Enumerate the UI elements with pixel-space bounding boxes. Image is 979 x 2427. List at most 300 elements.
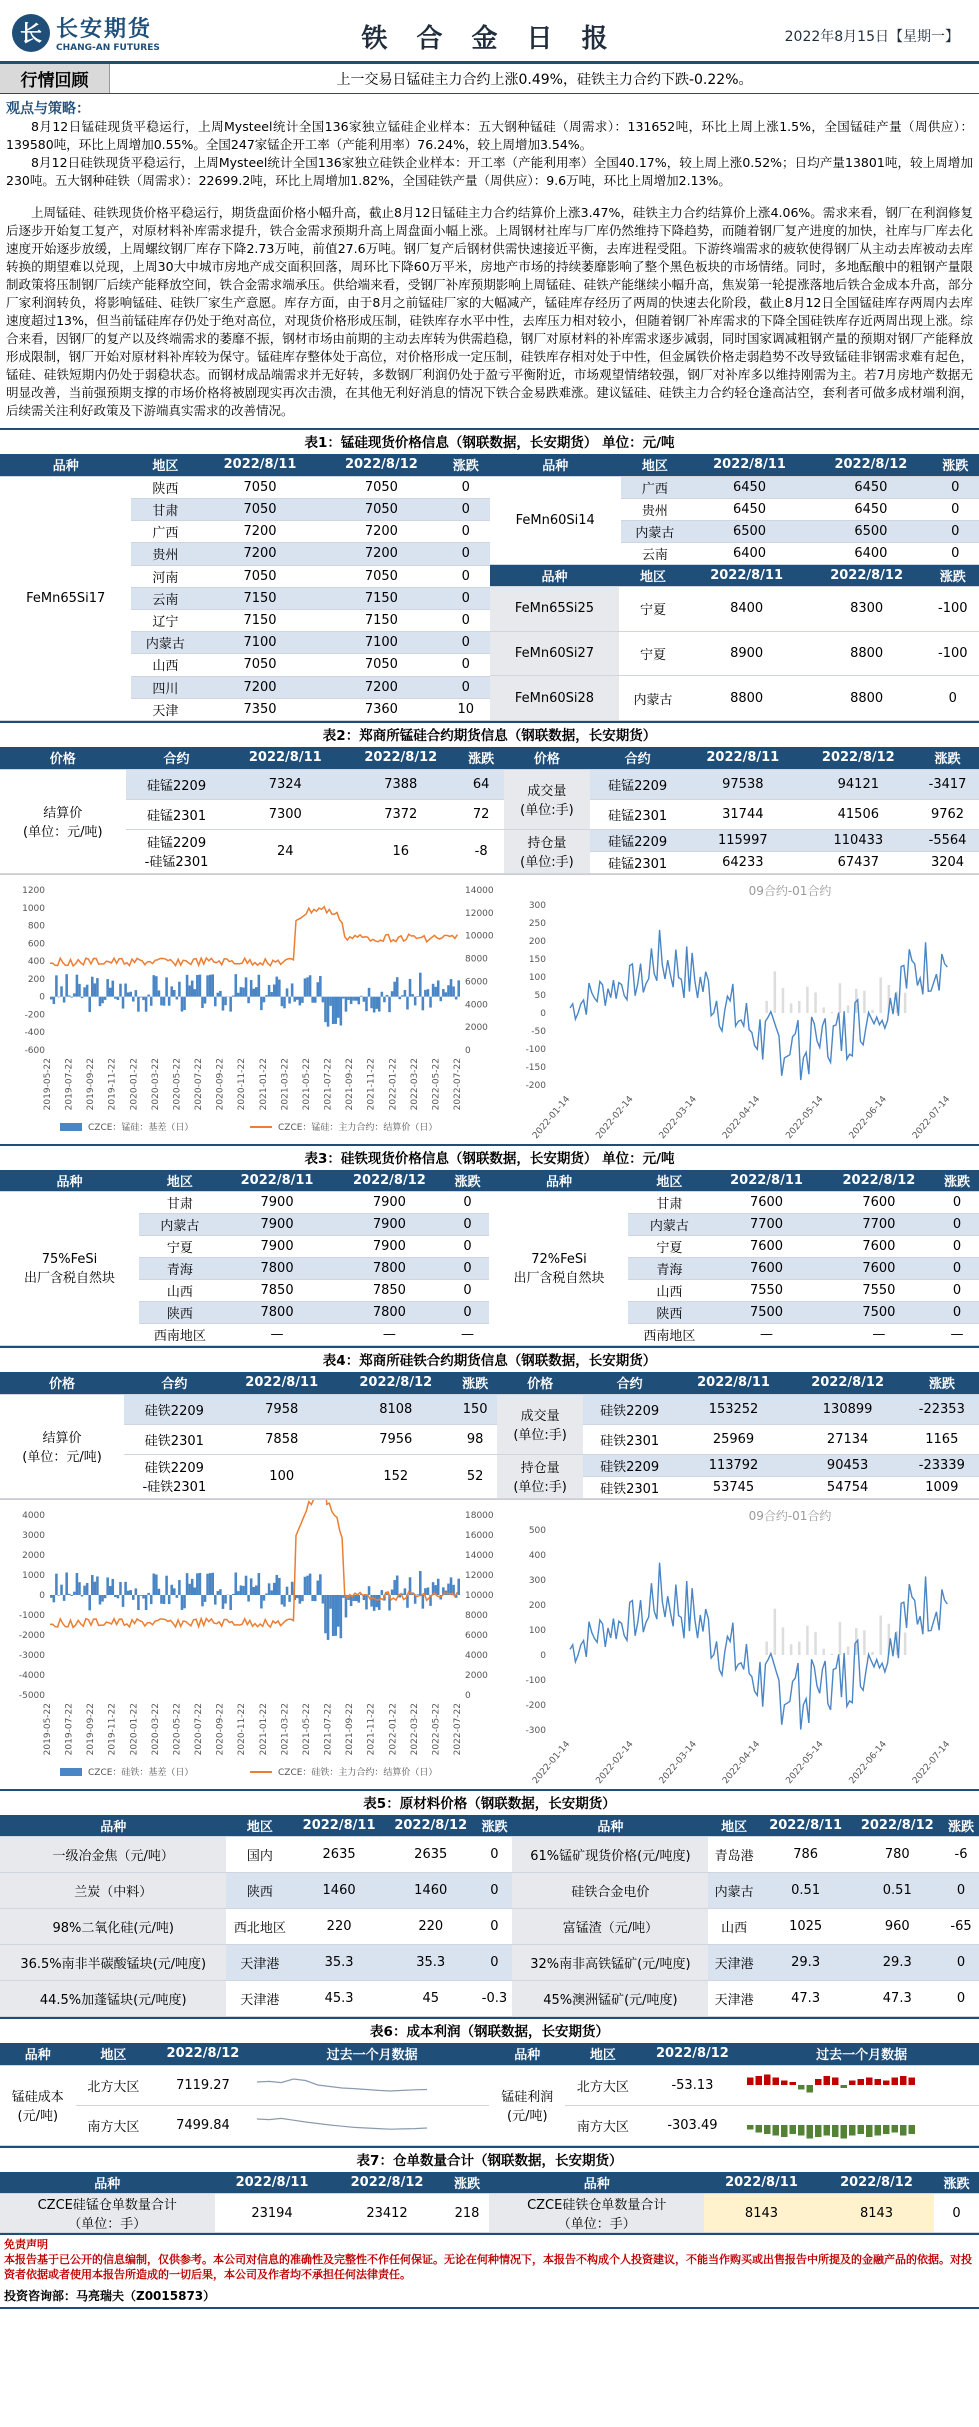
basis-bar — [393, 1580, 396, 1595]
sparkline-cell — [255, 2105, 490, 2145]
basis-bar — [127, 992, 130, 996]
table-cell: 7150 — [321, 609, 442, 631]
table-row — [0, 1424, 979, 1454]
spark-bar — [747, 2125, 754, 2130]
basis-bar — [404, 1588, 407, 1595]
basis-bar — [306, 1575, 309, 1594]
table-cell: 山西 — [131, 654, 199, 676]
basis-bar — [424, 989, 427, 996]
y-tick-label: 400 — [528, 1550, 546, 1561]
table-cell: 0 — [935, 1236, 979, 1258]
spark-bar — [909, 2125, 916, 2134]
basis-bar — [83, 987, 86, 996]
y-tick-label: 1000 — [22, 903, 45, 914]
column-header: 涨跌 — [927, 565, 979, 587]
column-header: 品种 — [490, 454, 621, 476]
x-tick-label: 2020-05-22 — [172, 1702, 183, 1755]
basis-bar — [245, 1575, 248, 1594]
table-cell: 内蒙古 — [628, 1214, 710, 1236]
table-header-row — [0, 454, 490, 476]
table-cell: -8 — [459, 829, 504, 873]
basis-bar — [135, 1588, 138, 1595]
table-cell: 7100 — [321, 632, 442, 654]
table1-right-bottom — [490, 565, 979, 722]
basis-bar — [447, 985, 450, 996]
basis-bar — [106, 979, 109, 997]
table-cell: 1460 — [293, 1873, 385, 1909]
x-tick-label: 2021-09-22 — [345, 1702, 356, 1755]
basis-bar — [140, 1595, 143, 1596]
basis-bar — [250, 1578, 253, 1595]
x-tick-label: 2020-01-22 — [129, 1057, 140, 1110]
basis-bar — [104, 996, 107, 999]
basis-bar — [214, 996, 217, 1006]
basis-bar — [399, 996, 402, 999]
y-tick-label: 10000 — [465, 931, 494, 942]
table-row — [0, 476, 490, 498]
table-cell: 硅铁2209 -硅铁2301 — [124, 1454, 225, 1498]
column-header: 2022/8/11 — [215, 2172, 330, 2194]
table-cell: 7050 — [321, 476, 442, 498]
spark-bar — [773, 2078, 780, 2086]
basis-bar — [114, 996, 117, 998]
table-cell: 北方大区 — [76, 2065, 152, 2105]
viewpoint-paragraph: 8月12日锰硅现货平稳运行，上周Mysteel统计全国136家独立锰硅企业样本：五大钢种锰硅（周需求）：131652吨，环比上周上涨1.5%，全国锰硅产量（周供应）：139580吨，环比上周增加0.55%。全国247家锰企开工率（产能利用率）76.24%，较上周增加3.54%。 — [6, 119, 973, 152]
basis-bar — [158, 1588, 161, 1594]
basis-bar — [55, 975, 58, 996]
column-header: 2022/8/12 — [807, 565, 927, 587]
spark-bar — [832, 2078, 839, 2086]
basis-bar — [81, 1595, 84, 1597]
table-row — [0, 1192, 979, 1214]
table-cell: 24 — [228, 829, 344, 873]
basis-bar — [322, 996, 325, 1002]
table6 — [0, 2043, 979, 2146]
spread-bar — [871, 1651, 874, 1654]
basis-bar — [427, 1587, 430, 1595]
table-cell: 0 — [442, 521, 489, 543]
basis-bar — [122, 996, 125, 1008]
table5 — [0, 1815, 979, 2018]
table-cell: 7900 — [333, 1214, 445, 1236]
table-row — [0, 769, 979, 799]
column-header: 合约 — [590, 747, 685, 769]
table-cell: 7050 — [321, 565, 442, 587]
viewpoint-paragraph: 8月12日硅铁现货平稳运行，上周Mysteel统计全国136家独立硅铁企业样本：开工率（产能利用率）全国40.17%，较上周上涨0.52%；日均产量13801吨，较上周增加230吨。五大钢种硅铁（周需求）：22699.2吨，环比上周增加1.82%，全国硅铁产量（周供应）：9.6万吨，环比上周增加2.13%。 — [6, 155, 973, 188]
table-cell: — — [935, 1324, 979, 1346]
column-header: 2022/8/11 — [687, 565, 807, 587]
basis-bar — [68, 1593, 71, 1594]
table-cell: 7700 — [710, 1214, 822, 1236]
y-tick-label: -3000 — [18, 1650, 45, 1661]
basis-bar — [247, 996, 250, 1003]
table-cell: 0 — [935, 1302, 979, 1324]
table-cell: 宁夏 — [619, 631, 686, 676]
basis-bar — [201, 996, 204, 1007]
spark-bar — [781, 2125, 788, 2137]
basis-bar — [222, 1595, 225, 1609]
basis-bar — [199, 974, 202, 996]
y-tick-label: -50 — [531, 1026, 546, 1037]
x-tick-label: 2022-01-14 — [531, 1739, 573, 1786]
x-tick-label: 2021-07-22 — [323, 1702, 334, 1755]
table-cell: 7900 — [221, 1236, 333, 1258]
chart-title: 09合约-01合约 — [748, 1508, 832, 1523]
spread-bar — [798, 1641, 801, 1654]
table-cell: — — [710, 1324, 822, 1346]
table-cell: 7958 — [225, 1394, 339, 1424]
spread-bar — [847, 1005, 850, 1013]
basis-bar — [355, 996, 358, 1000]
y-tick-label: 0 — [465, 1690, 471, 1701]
x-tick-label: 2021-01-22 — [258, 1702, 269, 1755]
table-cell: 29.3 — [760, 1945, 852, 1981]
basis-bar — [96, 1576, 99, 1595]
column-header: 涨跌 — [442, 454, 489, 476]
y-tick-label: 300 — [528, 900, 546, 911]
basis-bar — [270, 1590, 273, 1595]
basis-bar — [63, 996, 66, 1002]
table-cell: 0 — [446, 1192, 490, 1214]
table-cell: -0.3 — [477, 1981, 513, 2017]
table-cell: 8800 — [807, 631, 927, 676]
table-cell: 6450 — [810, 498, 931, 520]
basis-bar — [124, 983, 127, 996]
y-tick-label: 4000 — [22, 1510, 45, 1521]
spark-line — [257, 2079, 427, 2091]
table-cell: 7050 — [199, 565, 320, 587]
basis-bar — [319, 976, 322, 997]
basis-bar — [94, 983, 97, 996]
x-tick-label: 2021-07-22 — [323, 1057, 334, 1110]
basis-bar — [196, 975, 199, 997]
oi-label: 持仓量 (单位:手) — [504, 829, 591, 873]
table-header-row — [490, 565, 979, 587]
table-cell: 35.3 — [293, 1945, 385, 1981]
basis-bar — [235, 1572, 238, 1595]
price-line — [50, 906, 457, 965]
column-header: 涨跌 — [932, 454, 979, 476]
table-row — [490, 587, 979, 632]
table-cell: 0 — [446, 1280, 490, 1302]
y-tick-label: -150 — [525, 1062, 546, 1073]
spread-chart — [510, 875, 970, 1145]
table-cell: — — [823, 1324, 935, 1346]
basis-bar — [340, 1595, 343, 1638]
table-cell: 0.51 — [760, 1873, 852, 1909]
table-cell: 7600 — [823, 1258, 935, 1280]
table-cell: 硅锰2301 — [126, 799, 228, 829]
table-cell: 64233 — [685, 851, 801, 873]
basis-bar — [317, 1580, 320, 1594]
basis-bar — [201, 1595, 204, 1606]
basis-bar — [422, 996, 425, 1010]
spark-bar — [824, 2076, 831, 2085]
basis-bar — [109, 987, 112, 996]
column-header: 涨跌 — [943, 1815, 979, 1837]
spread-bar — [831, 1011, 834, 1012]
basis-bar — [142, 1595, 145, 1598]
product-cell: FeMn65Si17 — [0, 476, 131, 720]
table-cell: 天津港 — [226, 1945, 293, 1981]
table-row — [0, 2194, 979, 2233]
basis-bar — [50, 1595, 53, 1598]
report-date: 2022年8月15日【星期一】 — [784, 29, 959, 45]
x-tick-label: 2022-02-14 — [594, 1094, 636, 1141]
column-header: 2022/8/12 — [823, 1170, 935, 1192]
basis-bar — [370, 1595, 373, 1607]
y-tick-label: 250 — [528, 918, 546, 929]
table-cell: 35.3 — [385, 1945, 477, 1981]
table-cell: 7200 — [199, 521, 320, 543]
table-cell: 青海 — [139, 1258, 221, 1280]
basis-bar — [163, 996, 166, 1005]
table-cell: 宁夏 — [139, 1236, 221, 1258]
table-cell: 7500 — [823, 1302, 935, 1324]
basis-bar — [60, 1584, 63, 1594]
column-header: 品种 — [489, 1170, 628, 1192]
volume-label: 成交量 (单位:手) — [497, 1394, 582, 1454]
table-cell: 硅锰2301 — [590, 851, 685, 873]
column-header: 涨跌 — [935, 1170, 979, 1192]
basis-bar — [278, 1577, 281, 1594]
column-header: 品种 — [512, 1815, 708, 1837]
table-cell: 110433 — [801, 829, 917, 851]
table-cell: 115997 — [685, 829, 801, 851]
table-cell: 硅铁2209 — [124, 1394, 225, 1424]
spread-bar — [790, 1644, 793, 1655]
spark-bar — [866, 2078, 873, 2086]
y-tick-label: 4000 — [465, 999, 488, 1010]
y-tick-label: -100 — [525, 1675, 546, 1686]
x-tick-label: 2022-01-22 — [388, 1702, 399, 1755]
table-cell: 硅锰2209 -硅锰2301 — [126, 829, 228, 873]
basis-bar — [276, 976, 279, 996]
spread-bar — [806, 986, 809, 1012]
table-cell: 云南 — [621, 542, 689, 564]
y-tick-label: 200 — [27, 974, 45, 985]
table-cell: 7119.27 — [151, 2065, 255, 2105]
basis-bar — [140, 996, 143, 997]
x-tick-label: 2022-07-22 — [453, 1702, 463, 1755]
column-header: 品种 — [0, 2043, 76, 2065]
table-cell: 25969 — [676, 1424, 790, 1454]
chart-title: 09合约-01合约 — [748, 883, 832, 898]
table-cell: 31744 — [685, 799, 801, 829]
cost-label: 锰硅成本 (元/吨) — [0, 2065, 76, 2145]
y-tick-label: -600 — [24, 1045, 45, 1056]
y-tick-label: 150 — [528, 954, 546, 965]
table-cell: 47.3 — [851, 1981, 943, 2017]
column-header: 2022/8/12 — [851, 1815, 943, 1837]
y-tick-label: -300 — [525, 1725, 546, 1736]
table4-title: 表4：郑商所硅铁合约期货信息（钢联数据，长安期货） — [0, 1346, 979, 1372]
basis-bar — [450, 979, 453, 997]
table-cell: 0 — [446, 1258, 490, 1280]
table-row — [490, 476, 979, 498]
table-cell: 国内 — [226, 1837, 293, 1873]
column-header: 涨跌 — [934, 2172, 979, 2194]
table-cell: 10 — [442, 698, 489, 720]
column-header: 地区 — [708, 1815, 759, 1837]
basis-bar — [322, 1595, 325, 1604]
table-cell: 7050 — [321, 498, 442, 520]
basis-bar — [401, 995, 404, 996]
table-cell: 0 — [442, 609, 489, 631]
product-cell: CZCE硅锰仓单数量合计 （单位：手） — [0, 2194, 215, 2233]
spread-line — [570, 1562, 947, 1729]
basis-bar — [81, 996, 84, 998]
table-cell: 7600 — [710, 1192, 822, 1214]
basis-bar — [211, 1572, 214, 1594]
table-cell: 青海 — [628, 1258, 710, 1280]
column-header: 价格 — [504, 747, 591, 769]
y-tick-label: 1200 — [22, 885, 45, 896]
table-cell: -3417 — [916, 769, 979, 799]
chart-area-1 — [0, 874, 979, 1144]
basis-bar — [381, 991, 384, 996]
spark-bar — [764, 2125, 771, 2134]
basis-bar — [416, 1594, 419, 1595]
basis-bar — [204, 1595, 207, 1602]
column-header: 2022/8/12 — [801, 747, 917, 769]
logo-icon: 长 — [12, 14, 50, 52]
profit-sparkbar — [746, 2110, 916, 2140]
x-tick-label: 2019-09-22 — [86, 1057, 97, 1110]
basis-bar — [296, 1595, 299, 1598]
y-tick-label: 0 — [465, 1045, 471, 1056]
product-cell: 36.5%南非半碳酸锰块(元/吨度) — [0, 1945, 226, 1981]
basis-bar — [265, 995, 268, 997]
x-tick-label: 2019-07-22 — [64, 1702, 75, 1755]
basis-bar — [391, 1589, 394, 1594]
x-tick-label: 2022-05-22 — [431, 1702, 442, 1755]
spread-bar — [822, 1648, 825, 1654]
basis-bar — [101, 996, 104, 1003]
basis-bar — [263, 1595, 266, 1601]
y-tick-label: 18000 — [465, 1510, 494, 1521]
basis-bar — [237, 1591, 240, 1595]
spark-bar — [832, 2125, 839, 2137]
table-cell: 宁夏 — [628, 1236, 710, 1258]
table-cell: 90453 — [791, 1454, 905, 1476]
x-tick-label: 2022-05-14 — [784, 1739, 826, 1786]
legend-label: CZCE：硅铁：基差（日） — [88, 1767, 194, 1778]
table-cell: 7300 — [228, 799, 344, 829]
basis-bar — [183, 1595, 186, 1608]
table-cell: 7850 — [333, 1280, 445, 1302]
table-cell: 16 — [343, 829, 459, 873]
basis-bar — [393, 981, 396, 996]
spread-bar — [831, 1653, 834, 1654]
spark-bar — [747, 2078, 754, 2086]
basis-bar — [55, 1573, 58, 1594]
table-cell: 7550 — [823, 1280, 935, 1302]
basis-bar — [291, 1581, 294, 1594]
table-cell: 7600 — [710, 1236, 822, 1258]
column-header: 2022/8/12 — [339, 1372, 453, 1394]
basis-bar — [337, 1595, 340, 1627]
basis-bar — [288, 1595, 291, 1602]
spread-bar — [774, 1608, 777, 1654]
table7-title: 表7：仓单数量合计（钢联数据，长安期货） — [0, 2146, 979, 2172]
basis-bar — [378, 996, 381, 1011]
basis-bar — [342, 1595, 345, 1598]
basis-bar — [135, 990, 138, 997]
basis-bar — [273, 984, 276, 996]
basis-bar — [127, 1590, 130, 1594]
x-tick-label: 2021-01-22 — [258, 1057, 269, 1110]
table-cell: 0 — [477, 1909, 513, 1945]
x-tick-label: 2020-03-22 — [150, 1057, 161, 1110]
table-cell: 72 — [459, 799, 504, 829]
basis-bar — [255, 987, 258, 997]
volume-label: 成交量 (单位:手) — [504, 769, 591, 829]
viewpoint-title: 观点与策略： — [6, 101, 90, 117]
column-header: 品种 — [0, 2172, 215, 2194]
basis-bar — [194, 989, 197, 997]
y-tick-label: 14000 — [465, 885, 494, 896]
table-cell: 硅铁2301 — [583, 1424, 677, 1454]
table-header-row — [490, 454, 979, 476]
table-cell: 0 — [935, 1258, 979, 1280]
table-cell: 0 — [446, 1236, 490, 1258]
table-cell: 7700 — [823, 1214, 935, 1236]
table-cell: 7500 — [710, 1302, 822, 1324]
product-cell: FeMn65Si25 — [490, 587, 620, 632]
spark-bar — [781, 2081, 788, 2086]
basis-bar — [416, 996, 419, 997]
basis-bar — [437, 980, 440, 996]
basis-bar — [150, 1595, 153, 1604]
basis-bar — [445, 992, 448, 996]
spread-bar — [904, 992, 907, 1012]
table-cell: 220 — [293, 1909, 385, 1945]
basis-bar — [299, 996, 302, 1005]
basis-bar — [214, 1595, 217, 1605]
basis-bar — [340, 996, 343, 1025]
x-tick-label: 2022-06-14 — [847, 1094, 889, 1141]
column-header: 地区 — [621, 454, 689, 476]
table-cell: 7050 — [199, 654, 320, 676]
basis-bar — [124, 1581, 127, 1594]
table-cell: 6450 — [689, 498, 810, 520]
table-cell: -303.49 — [641, 2105, 745, 2145]
basis-bar — [78, 983, 81, 996]
table-cell: 7360 — [321, 698, 442, 720]
column-header: 2022/8/12 — [330, 2172, 445, 2194]
spark-bar — [841, 2085, 848, 2088]
spark-bar — [883, 2125, 890, 2134]
table-cell: 2635 — [293, 1837, 385, 1873]
x-tick-label: 2021-05-22 — [301, 1057, 312, 1110]
x-tick-label: 2020-07-22 — [194, 1702, 205, 1755]
table-cell: 27134 — [791, 1424, 905, 1454]
x-tick-label: 2022-05-14 — [784, 1094, 826, 1141]
basis-bar — [88, 1595, 91, 1610]
basis-bar — [378, 1595, 381, 1610]
basis-bar — [106, 1577, 109, 1595]
table-cell: 硅锰2301 — [590, 799, 685, 829]
table-cell: -100 — [927, 631, 979, 676]
table-cell: 7800 — [333, 1258, 445, 1280]
product-cell: 硅铁合金电价 — [512, 1873, 708, 1909]
table-cell: 7150 — [199, 609, 320, 631]
basis-bar — [155, 976, 158, 996]
spark-bar — [849, 2125, 856, 2136]
x-tick-label: 2019-09-22 — [86, 1702, 97, 1755]
basis-bar — [71, 996, 74, 997]
